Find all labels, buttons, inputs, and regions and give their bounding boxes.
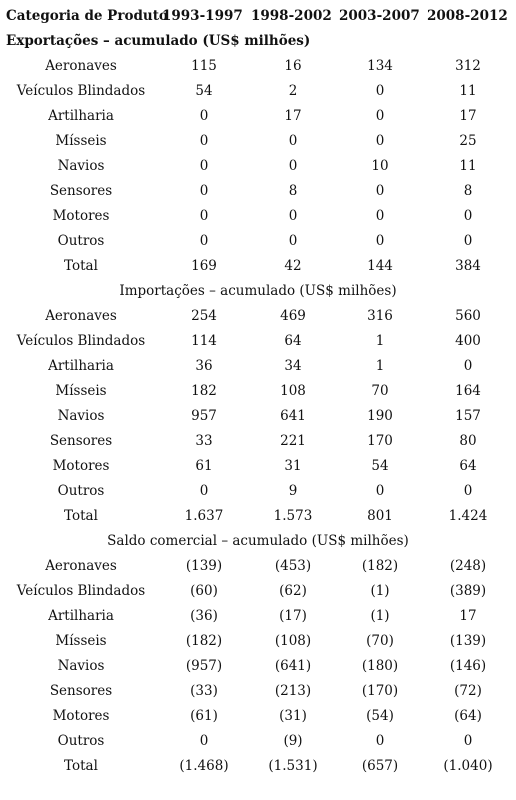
table-row-trade-balance-sensores bbox=[0, 679, 516, 704]
value-cell-period-2: (9) bbox=[283, 733, 303, 749]
table-row-imports-navios bbox=[0, 404, 516, 429]
row-label: Sensores bbox=[49, 683, 113, 699]
value-cell-period-4: 0 bbox=[463, 483, 473, 499]
value-cell-period-4: 25 bbox=[459, 133, 477, 149]
value-cell-period-2: 34 bbox=[284, 358, 302, 374]
table-row-trade-balance-outros bbox=[0, 729, 516, 754]
value-cell-period-2: 8 bbox=[288, 183, 298, 199]
row-label: Navios bbox=[57, 408, 105, 424]
value-cell-period-4: 8 bbox=[463, 183, 473, 199]
value-cell-period-1: 33 bbox=[195, 433, 213, 449]
value-cell-period-3: (657) bbox=[361, 758, 399, 774]
value-cell-period-1: 54 bbox=[195, 83, 213, 99]
value-cell-period-4: 17 bbox=[459, 108, 477, 124]
value-cell-period-3: 10 bbox=[371, 158, 389, 174]
value-cell-period-3: 144 bbox=[367, 258, 393, 274]
value-cell-period-3: (180) bbox=[361, 658, 399, 674]
value-cell-period-4: 17 bbox=[459, 608, 477, 624]
table-row-imports-sensores bbox=[0, 429, 516, 454]
value-cell-period-3: 0 bbox=[375, 233, 385, 249]
section-title-trade-balance bbox=[0, 529, 516, 554]
table-row-trade-balance-misseis bbox=[0, 629, 516, 654]
row-label: Sensores bbox=[49, 183, 113, 199]
row-label: Motores bbox=[52, 208, 110, 224]
table-row-trade-balance-aeronaves bbox=[0, 554, 516, 579]
value-cell-period-3: (182) bbox=[361, 558, 399, 574]
value-cell-period-3: 190 bbox=[367, 408, 393, 424]
value-cell-period-4: 312 bbox=[455, 58, 481, 74]
value-cell-period-3: (54) bbox=[366, 708, 394, 724]
value-cell-period-1: (1.468) bbox=[179, 758, 229, 774]
value-cell-period-4: 0 bbox=[463, 358, 473, 374]
value-cell-period-4: 384 bbox=[455, 258, 481, 274]
value-cell-period-3: 1 bbox=[375, 358, 385, 374]
value-cell-period-1: 114 bbox=[191, 333, 217, 349]
table-row-exports-motores bbox=[0, 204, 516, 229]
row-label: Outros bbox=[57, 733, 105, 749]
table-row-exports-veiculos-blindados bbox=[0, 79, 516, 104]
value-cell-period-1: 254 bbox=[191, 308, 217, 324]
value-cell-period-4: 560 bbox=[455, 308, 481, 324]
section-title-text: Importações – acumulado (US$ milhões) bbox=[119, 283, 397, 299]
value-cell-period-1: (957) bbox=[185, 658, 223, 674]
value-cell-period-2: 42 bbox=[284, 258, 302, 274]
row-label: Sensores bbox=[49, 433, 113, 449]
table-row-exports-total bbox=[0, 254, 516, 279]
header-period-2: 1998-2002 bbox=[251, 8, 332, 24]
value-cell-period-2: 221 bbox=[280, 433, 306, 449]
table-row-imports-motores bbox=[0, 454, 516, 479]
value-cell-period-4: (1.040) bbox=[443, 758, 493, 774]
value-cell-period-2: 17 bbox=[284, 108, 302, 124]
value-cell-period-3: 0 bbox=[375, 108, 385, 124]
value-cell-period-1: (60) bbox=[190, 583, 218, 599]
value-cell-period-3: 0 bbox=[375, 733, 385, 749]
value-cell-period-2: 1.573 bbox=[273, 508, 313, 524]
row-label: Mísseis bbox=[55, 383, 107, 399]
table-row-exports-outros bbox=[0, 229, 516, 254]
value-cell-period-1: 0 bbox=[199, 158, 209, 174]
value-cell-period-1: 0 bbox=[199, 483, 209, 499]
value-cell-period-1: 36 bbox=[195, 358, 213, 374]
value-cell-period-4: 80 bbox=[459, 433, 477, 449]
row-label: Aeronaves bbox=[45, 58, 117, 74]
value-cell-period-4: 0 bbox=[463, 208, 473, 224]
value-cell-period-3: (1) bbox=[370, 608, 390, 624]
table-row-trade-balance-navios bbox=[0, 654, 516, 679]
value-cell-period-3: 0 bbox=[375, 133, 385, 149]
table-row-imports-veiculos-blindados bbox=[0, 329, 516, 354]
value-cell-period-3: 316 bbox=[367, 308, 393, 324]
value-cell-period-2: (1.531) bbox=[268, 758, 318, 774]
value-cell-period-3: (1) bbox=[370, 583, 390, 599]
value-cell-period-2: (213) bbox=[274, 683, 312, 699]
value-cell-period-2: 2 bbox=[288, 83, 298, 99]
row-label: Veículos Blindados bbox=[16, 583, 146, 599]
section-title-exports bbox=[0, 29, 516, 54]
row-label: Aeronaves bbox=[45, 558, 117, 574]
row-label: Veículos Blindados bbox=[16, 333, 146, 349]
row-label: Artilharia bbox=[48, 108, 114, 124]
value-cell-period-1: (33) bbox=[190, 683, 218, 699]
value-cell-period-4: (389) bbox=[449, 583, 487, 599]
value-cell-period-3: 134 bbox=[367, 58, 393, 74]
table-row-imports-aeronaves bbox=[0, 304, 516, 329]
header-period-3: 2003-2007 bbox=[339, 8, 420, 24]
table-header-row bbox=[0, 4, 516, 29]
value-cell-period-1: (182) bbox=[185, 633, 223, 649]
value-cell-period-4: 1.424 bbox=[448, 508, 488, 524]
value-cell-period-2: 16 bbox=[284, 58, 302, 74]
value-cell-period-4: (64) bbox=[454, 708, 482, 724]
row-label: Motores bbox=[52, 708, 110, 724]
row-label: Outros bbox=[57, 233, 105, 249]
table-row-imports-artilharia bbox=[0, 354, 516, 379]
value-cell-period-4: 400 bbox=[455, 333, 481, 349]
value-cell-period-1: 61 bbox=[195, 458, 213, 474]
value-cell-period-3: 170 bbox=[367, 433, 393, 449]
row-label: Total bbox=[64, 258, 98, 274]
section-title-text: Exportações – acumulado (US$ milhões) bbox=[6, 33, 311, 49]
table-row-exports-artilharia bbox=[0, 104, 516, 129]
value-cell-period-3: 801 bbox=[367, 508, 393, 524]
value-cell-period-3: 1 bbox=[375, 333, 385, 349]
value-cell-period-4: (139) bbox=[449, 633, 487, 649]
row-label: Total bbox=[64, 758, 98, 774]
value-cell-period-2: 9 bbox=[288, 483, 298, 499]
value-cell-period-4: 0 bbox=[463, 233, 473, 249]
value-cell-period-3: 0 bbox=[375, 183, 385, 199]
value-cell-period-1: 0 bbox=[199, 108, 209, 124]
value-cell-period-2: 641 bbox=[280, 408, 306, 424]
header-period-4: 2008-2012 bbox=[427, 8, 508, 24]
value-cell-period-2: 0 bbox=[288, 158, 298, 174]
value-cell-period-2: 31 bbox=[284, 458, 302, 474]
value-cell-period-2: (62) bbox=[279, 583, 307, 599]
value-cell-period-3: (170) bbox=[361, 683, 399, 699]
table-row-imports-misseis bbox=[0, 379, 516, 404]
row-label: Navios bbox=[57, 658, 105, 674]
value-cell-period-1: (139) bbox=[185, 558, 223, 574]
value-cell-period-1: (61) bbox=[190, 708, 218, 724]
value-cell-period-1: (36) bbox=[190, 608, 218, 624]
section-title-imports bbox=[0, 279, 516, 304]
value-cell-period-3: 0 bbox=[375, 83, 385, 99]
row-label: Artilharia bbox=[48, 608, 114, 624]
value-cell-period-4: 64 bbox=[459, 458, 477, 474]
value-cell-period-1: 182 bbox=[191, 383, 217, 399]
value-cell-period-4: 164 bbox=[455, 383, 481, 399]
value-cell-period-2: 469 bbox=[280, 308, 306, 324]
value-cell-period-1: 0 bbox=[199, 208, 209, 224]
value-cell-period-2: 0 bbox=[288, 133, 298, 149]
section-title-text: Saldo comercial – acumulado (US$ milhões) bbox=[107, 533, 409, 549]
value-cell-period-2: 108 bbox=[280, 383, 306, 399]
row-label: Aeronaves bbox=[45, 308, 117, 324]
value-cell-period-4: 157 bbox=[455, 408, 481, 424]
table-row-imports-outros bbox=[0, 479, 516, 504]
table-row-trade-balance-veiculos-blindados bbox=[0, 579, 516, 604]
value-cell-period-4: 0 bbox=[463, 733, 473, 749]
value-cell-period-1: 0 bbox=[199, 183, 209, 199]
value-cell-period-2: 0 bbox=[288, 233, 298, 249]
value-cell-period-3: 54 bbox=[371, 458, 389, 474]
row-label: Mísseis bbox=[55, 633, 107, 649]
value-cell-period-2: (453) bbox=[274, 558, 312, 574]
value-cell-period-1: 169 bbox=[191, 258, 217, 274]
value-cell-period-3: 0 bbox=[375, 483, 385, 499]
value-cell-period-3: (70) bbox=[366, 633, 394, 649]
value-cell-period-3: 70 bbox=[371, 383, 389, 399]
row-label: Mísseis bbox=[55, 133, 107, 149]
header-category: Categoria de Produto bbox=[6, 8, 168, 24]
table-row-imports-total bbox=[0, 504, 516, 529]
row-label: Outros bbox=[57, 483, 105, 499]
value-cell-period-4: 11 bbox=[459, 83, 477, 99]
table-row-exports-sensores bbox=[0, 179, 516, 204]
row-label: Artilharia bbox=[48, 358, 114, 374]
value-cell-period-1: 115 bbox=[191, 58, 217, 74]
table-row-trade-balance-motores bbox=[0, 704, 516, 729]
table-row-trade-balance-total bbox=[0, 754, 516, 779]
value-cell-period-1: 0 bbox=[199, 133, 209, 149]
value-cell-period-3: 0 bbox=[375, 208, 385, 224]
row-label: Navios bbox=[57, 158, 105, 174]
header-period-1: 1993-1997 bbox=[162, 8, 243, 24]
table-row-trade-balance-artilharia bbox=[0, 604, 516, 629]
value-cell-period-2: 0 bbox=[288, 208, 298, 224]
row-label: Motores bbox=[52, 458, 110, 474]
value-cell-period-2: (31) bbox=[279, 708, 307, 724]
value-cell-period-1: 0 bbox=[199, 733, 209, 749]
row-label: Veículos Blindados bbox=[16, 83, 146, 99]
table-row-exports-misseis bbox=[0, 129, 516, 154]
value-cell-period-4: (72) bbox=[454, 683, 482, 699]
value-cell-period-4: (248) bbox=[449, 558, 487, 574]
value-cell-period-2: 64 bbox=[284, 333, 302, 349]
value-cell-period-1: 957 bbox=[191, 408, 217, 424]
value-cell-period-4: (146) bbox=[449, 658, 487, 674]
value-cell-period-1: 0 bbox=[199, 233, 209, 249]
value-cell-period-4: 11 bbox=[459, 158, 477, 174]
value-cell-period-2: (641) bbox=[274, 658, 312, 674]
value-cell-period-2: (108) bbox=[274, 633, 312, 649]
table-row-exports-navios bbox=[0, 154, 516, 179]
value-cell-period-1: 1.637 bbox=[184, 508, 224, 524]
row-label: Total bbox=[64, 508, 98, 524]
table-row-exports-aeronaves bbox=[0, 54, 516, 79]
value-cell-period-2: (17) bbox=[279, 608, 307, 624]
